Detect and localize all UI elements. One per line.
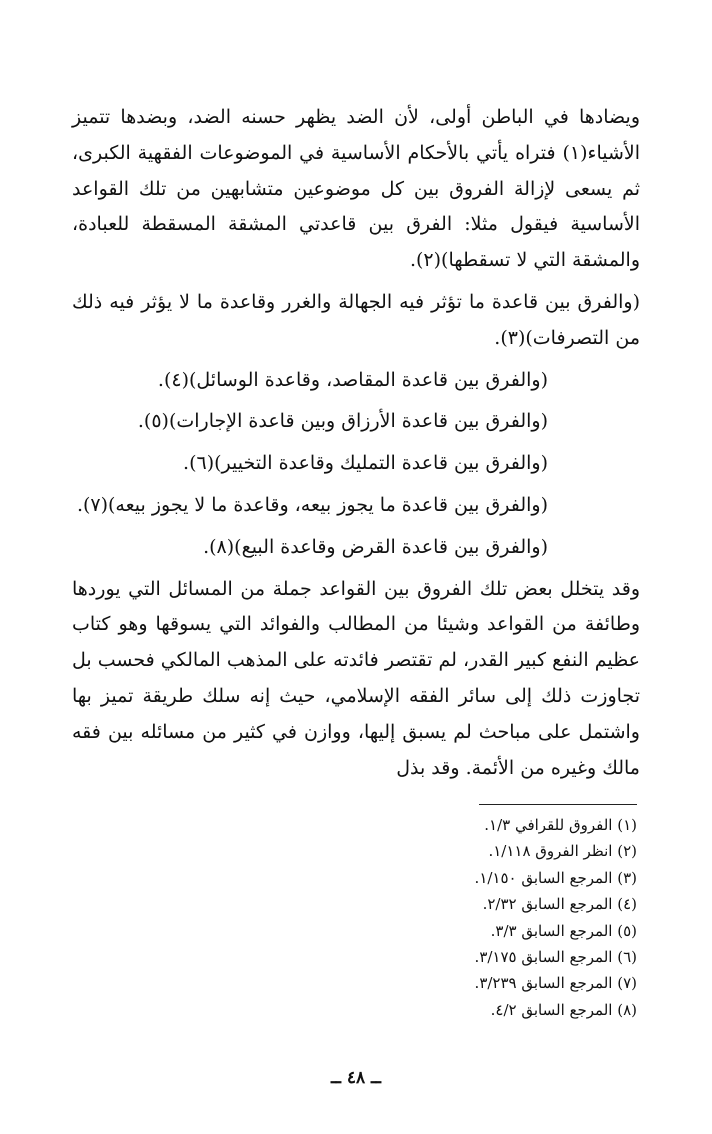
paragraph: ويضادها في الباطن أولى، لأن الضد يظهر حسنه الضد، وبضدها تتميز الأشياء(١) فتراه يأتي بالأحكام الأساسية في الموضوعات الفقهية الكبرى، ثم يسعى لإزالة الفروق بين كل موضوعين متشابهين من تلك القواعد الأساسية فيقول مثلا: الفرق بين قاعدتي المشقة المسقطة للعبادة، والمشقة التي لا تسقطها)(٢). xyxy=(72,106,640,272)
footnote: (٣) المرجع السابق ١/١٥٠. xyxy=(474,868,637,887)
footnote: (٤) المرجع السابق ٢/٣٢. xyxy=(482,895,637,914)
paragraph: (والفرق بين قاعدة ما يجوز بيعه، وقاعدة ما لا يجوز بيعه)(٧). xyxy=(76,493,548,516)
page-number: ــ ٤٨ ــ xyxy=(330,1068,382,1088)
paragraph: (والفرق بين قاعدة المقاصد، وقاعدة الوسائل)(٤). xyxy=(157,368,548,391)
main-text xyxy=(72,100,640,786)
footnote-separator xyxy=(479,804,637,805)
paragraph: وقد يتخلل بعض تلك الفروق بين القواعد جملة من المسائل التي يوردها وطائفة من القواعد وشيئا من المطالب والفوائد التي يسوقها وهو كتاب عظيم النفع كبير القدر، لم تقتصر فائدته على المذهب المالكي فحسب بل تجاوزت ذلك إلى سائر الفقه الإسلامي، حيث إنه سلك طريقة تميز بها واشتمل على مباحث لم يسبق إليها، ووازن في كثير من مسائله بين فقه مالك وغيره من الأئمة. وقد بذل xyxy=(72,577,640,779)
paragraph: (والفرق بين قاعدة الأرزاق وبين قاعدة الإجارات)(٥). xyxy=(137,410,548,433)
footnote: (٦) المرجع السابق ٣/١٧٥. xyxy=(474,948,637,967)
footnotes xyxy=(317,812,637,1023)
footnote: (٧) المرجع السابق ٣/٢٣٩. xyxy=(474,974,637,993)
paragraph: (والفرق بين قاعدة ما تؤثر فيه الجهالة والغرر وقاعدة ما لا يؤثر فيه ذلك من التصرفات)(٣). xyxy=(72,290,640,349)
footnote: (٢) انظر الفروق ١/١١٨. xyxy=(488,842,637,861)
paragraph: (والفرق بين قاعدة القرض وقاعدة البيع)(٨). xyxy=(203,535,548,558)
footnote: (٨) المرجع السابق ٤/٢. xyxy=(490,1000,637,1019)
footnote: (٥) المرجع السابق ٣/٣. xyxy=(490,921,637,940)
paragraph: (والفرق بين قاعدة التمليك وقاعدة التخيير)(٦). xyxy=(183,452,548,475)
footnote: (١) الفروق للقرافي ١/٣. xyxy=(484,816,637,834)
